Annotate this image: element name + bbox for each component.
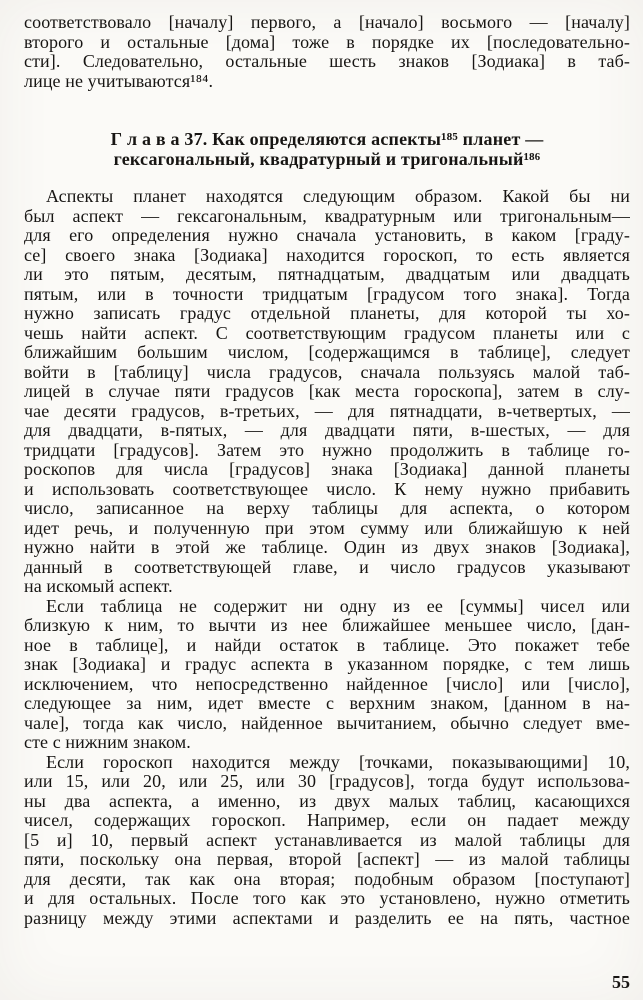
heading-line: гексагональный, квадратурный и тригональный¹⁸⁶ xyxy=(113,148,541,169)
paragraph xyxy=(24,597,630,753)
text-line: данный в соответствующей главе, и число градусов указывают xyxy=(24,556,630,577)
text-line: на искомый аспект. xyxy=(24,576,173,596)
text-line: сти]. Следовательно, остальные шесть знаков [Зодиака] в таб- xyxy=(24,51,630,71)
paragraph xyxy=(24,13,630,91)
text-line: чешь найти аспект. С соответствующим градусом планеты или с xyxy=(24,322,630,343)
text-line: роскопов для числа [градусов] знака [Зодиака] данной планеты xyxy=(24,459,630,479)
text-line: сте с нижним знаком. xyxy=(24,732,191,752)
text-line: лицей в случае пяти градусов [как места гороскопа], затем в слу- xyxy=(24,381,630,401)
text-line: пятым, или в точности тридцатым [градусом того знака]. Тогда xyxy=(24,283,630,304)
text-line: близкую к ним, то вычти из нее ближайшее меньшее число, [дан- xyxy=(24,615,630,635)
text-line: [5 и] 10, первый аспект устанавливается из малой таблицы для xyxy=(24,829,630,850)
text-line: знак [Зодиака] и градус аспекта в указанном порядке, с тем лишь xyxy=(24,654,630,674)
text-line: ближайшим большим числом, [содержащимся в таблице], следует xyxy=(24,342,630,362)
paragraph xyxy=(24,187,630,597)
text-line: тридцати [градусов]. Затем это нужно продолжить в таблице го- xyxy=(24,439,630,460)
text-line: чале], тогда как число, найденное вычитанием, обычно следует вме- xyxy=(24,712,630,733)
text-line: ны два аспекта, а именно, из двух малых таблиц, касающихся xyxy=(24,790,630,811)
text-line: се] своего знака [Зодиака] находится гороскоп, то есть является xyxy=(24,244,630,265)
text-line: был аспект — гексагональным, квадратурным или тригональным— xyxy=(24,205,630,226)
text-line: идет речь, и полученную при этом сумму или ближайшую к ней xyxy=(24,517,630,538)
text-line: войти в [таблицу] числа градусов, сначала пользуясь малой таб- xyxy=(24,361,630,382)
text-line: исключением, что непосредственно найденное [число] или [число], xyxy=(24,673,630,694)
heading-line: Г л а в а 37. Как определяются аспекты¹⁸⁵ планет — xyxy=(110,129,544,149)
page-number: 55 xyxy=(612,972,630,992)
text-line: для его определения нужно сначала установить, в каком [граду- xyxy=(24,225,630,245)
text-line: пяти, поскольку она первая, второй [аспект] — из малой таблицы xyxy=(24,849,630,869)
text-line: нужно записать градус отдельной планеты, для которой ты хо- xyxy=(24,303,630,323)
text-line: чисел, содержащих гороскоп. Например, если он падает между xyxy=(24,810,630,830)
text-line: лице не учитываются¹⁸⁴. xyxy=(24,70,214,91)
text-line: ли это пятым, десятым, пятнадцатым, двадцатым или двадцать xyxy=(24,264,630,284)
text-line: ное в таблице], и найди остаток в таблице. Это покажет тебе xyxy=(24,634,630,655)
text-line: второго и остальные [дома] тоже в порядке их [последовательно- xyxy=(24,31,630,52)
text-line: Если гороскоп находится между [точками, показывающими] 10, xyxy=(46,751,630,772)
chapter-heading xyxy=(24,130,630,169)
text-line: Если таблица не содержит ни одну из ее [суммы] чисел или xyxy=(46,595,630,616)
text-block xyxy=(24,13,630,928)
text-line: или 15, или 20, или 25, или 30 [градусов], тогда будут использова- xyxy=(24,771,630,791)
text-line: и для остальных. После того как это установлено, нужно отметить xyxy=(24,888,630,908)
text-line: для двадцати, в-пятых, — для двадцати пяти, в-шестых, — для xyxy=(24,420,630,440)
text-line: для десяти, так как она вторая; подобным образом [поступают] xyxy=(24,868,630,889)
text-line: Аспекты планет находятся следующим образом. Какой бы ни xyxy=(46,186,630,206)
text-line: чае десяти градусов, в-третьих, — для пятнадцати, в-четвертых, — xyxy=(24,400,630,421)
text-line: нужно найти в этой же таблице. Один из двух знаков [Зодиака], xyxy=(24,537,630,557)
text-line: число, записанное на верху таблицы для аспекта, о котором xyxy=(24,498,630,518)
text-line: и использовать соответствующее число. К нему нужно прибавить xyxy=(24,478,630,499)
text-line: соответствовало [началу] первого, а [начало] восьмого — [началу] xyxy=(24,12,630,32)
paragraph xyxy=(24,753,630,929)
text-line: следующее за ним, идет вместе с верхним знаком, [данном в на- xyxy=(24,693,630,713)
text-line: разницу между этими аспектами и разделить ее на пять, частное xyxy=(24,907,630,928)
